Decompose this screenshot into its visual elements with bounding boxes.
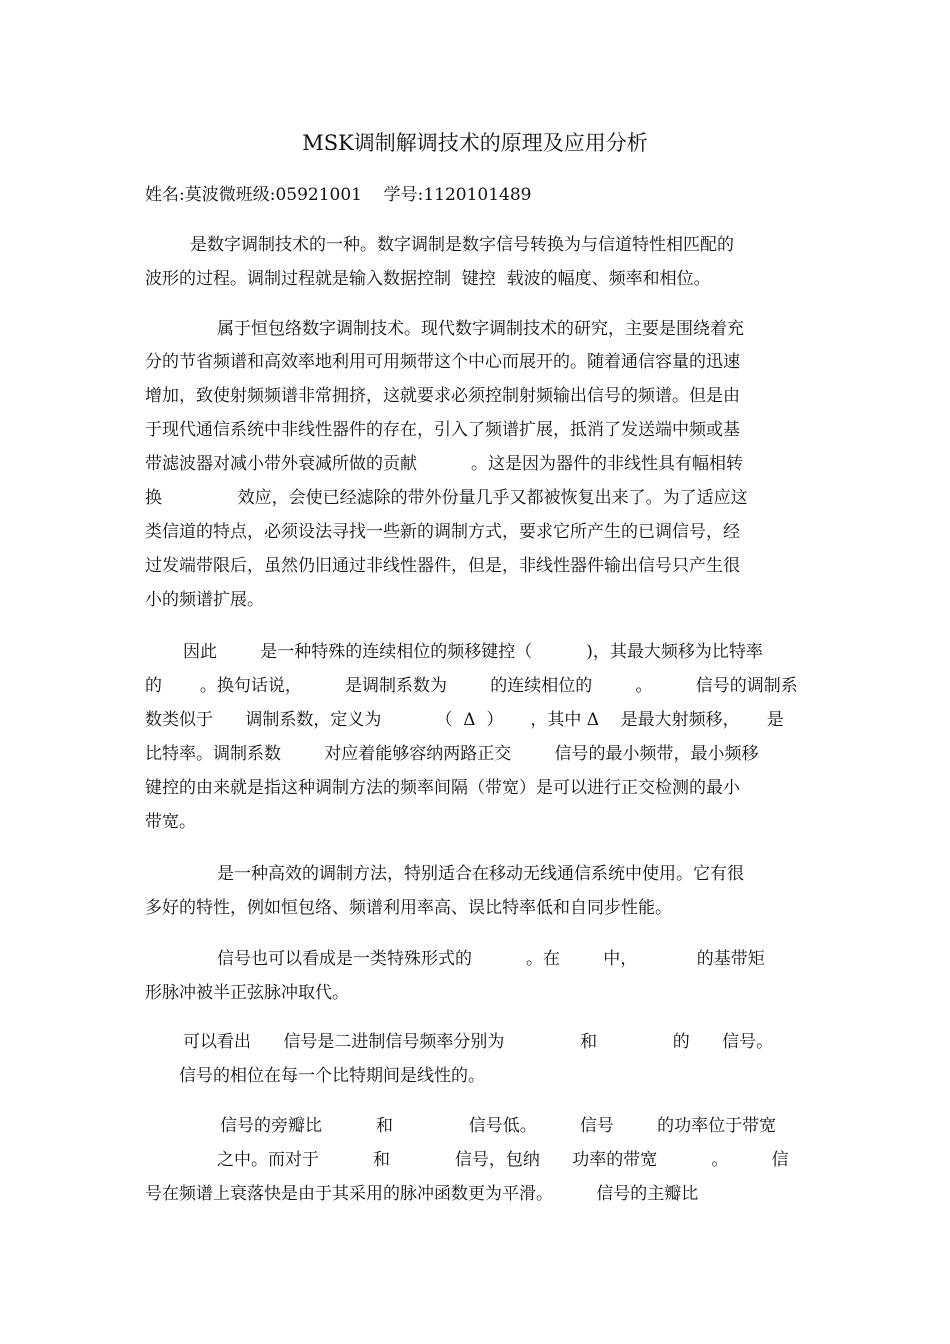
paragraph-line: 可以看出 信号是二进制信号频率分别为 和 的 信号。 xyxy=(183,1032,774,1052)
paragraph-line: 之中。而对于 和 信号，包纳 功率的带宽 。 信 xyxy=(217,1150,789,1170)
document-title: MSK调制解调技术的原理及应用分析 xyxy=(302,131,648,155)
paragraph-line: 换 效应，会使已经滤除的带外份量几乎又都被恢复出来了。为了适应这 xyxy=(145,488,748,508)
paragraph-line: 是一种高效的调制方法，特别适合在移动无线通信系统中使用。它有很 xyxy=(217,864,744,884)
paragraph-line: 信号的旁瓣比 和 信号低。 信号 的功率位于带宽 xyxy=(220,1116,777,1136)
paragraph-line: 波形的过程。调制过程就是输入数据控制 键控 载波的幅度、频率和相位。 xyxy=(145,269,711,289)
paragraph-line: 是数字调制技术的一种。数字调制是数字信号转换为与信道特性相匹配的 xyxy=(190,235,734,255)
paragraph-line: 信号也可以看成是一类特殊形式的 。在 中， 的基带矩 xyxy=(217,949,765,969)
paragraph-line: 键控的由来就是指这种调制方法的频率间隔（带宽）是可以进行正交检测的最小 xyxy=(145,778,740,798)
paragraph-line: 多好的特性，例如恒包络、频谱利用率高、误比特率低和自同步性能。 xyxy=(145,898,672,918)
paragraph-line: 分的节省频谱和高效率地利用可用频带这个中心而展开的。随着通信容量的迅速 xyxy=(145,352,740,372)
paragraph-line: 过发端带限后，虽然仍旧通过非线性器件，但是，非线性器件输出信号只产生很 xyxy=(145,556,740,576)
paragraph-line: 信号的相位在每一个比特期间是线性的。 xyxy=(179,1066,485,1086)
paragraph-line: 于现代通信系统中非线性器件的存在，引入了频谱扩展，抵消了发送端中频或基 xyxy=(145,420,740,440)
paragraph-line: 数类似于 调制系数，定义为 （ Δ ） ，其中 Δ 是最大射频移， 是 xyxy=(145,710,784,730)
paragraph-line: 属于恒包络数字调制技术。现代数字调制技术的研究，主要是围绕着充 xyxy=(217,319,744,339)
paragraph-line: 带宽。 xyxy=(145,812,196,832)
paragraph-line: 号在频谱上衰落快是由于其采用的脉冲函数更为平滑。 信号的主瓣比 xyxy=(145,1184,699,1204)
paragraph-line: 增加，致使射频频谱非常拥挤，这就要求必须控制射频输出信号的频谱。但是由 xyxy=(145,386,740,406)
paragraph-line: 形脉冲被半正弦脉冲取代。 xyxy=(145,983,349,1003)
paragraph-line: 小的频谱扩展。 xyxy=(145,590,264,610)
author-line: 姓名:莫波微班级:05921001 学号:1120101489 xyxy=(145,185,532,205)
paragraph-line: 类信道的特点，必须设法寻找一些新的调制方式，要求它所产生的已调信号，经 xyxy=(145,522,740,542)
paragraph-line: 的 。换句话说， 是调制系数为 的连续相位的 。 信号的调制系 xyxy=(145,676,798,696)
paragraph-line: 带滤波器对减小带外衰减所做的贡献 。这是因为器件的非线性具有幅相转 xyxy=(145,454,744,474)
paragraph-line: 因此 是一种特殊的连续相位的频移键控（ )，其最大频移为比特率 xyxy=(183,642,763,662)
paragraph-line: 比特率。调制系数 对应着能够容纳两路正交 信号的最小频带，最小频移 xyxy=(145,744,759,764)
